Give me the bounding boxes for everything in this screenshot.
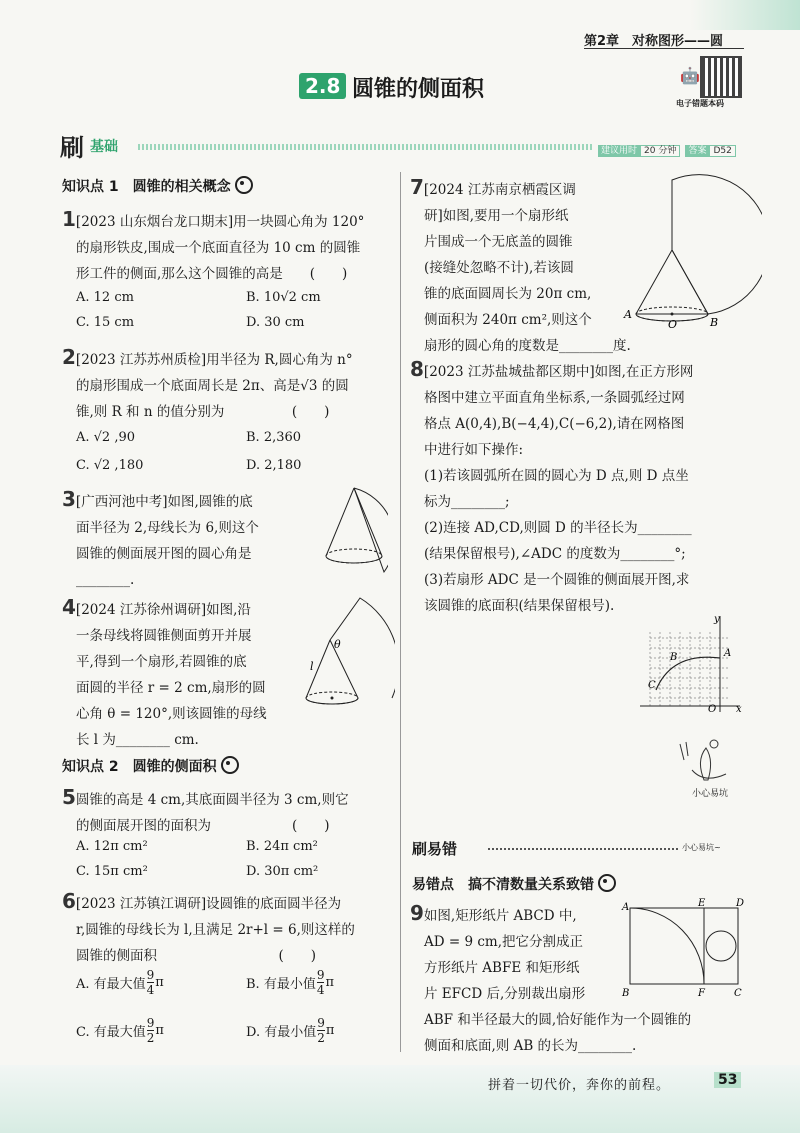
error-dotted-rule [488, 848, 678, 850]
label-C: C [734, 988, 742, 999]
target-icon [598, 874, 616, 892]
question-5: 5圆锥的高是 4 cm,其底面圆半径为 3 cm,则它 的侧面展开图的面积为 ( ) [62, 785, 349, 834]
question-2: 2[2023 江苏苏州质检]用半径为 R,圆心角为 n° 的扇形围成一个底面周长是 2π、高是√3 的圆 锥,则 R 和 n 的值分别为 ( ) [62, 345, 353, 420]
q6-option-c[interactable]: C. 有最大值 9 2 π [76, 1016, 164, 1045]
question-7: 7[2024 江苏南京栖霞区调 研]如图,要用一个扇形纸 片围成一个无底盖的圆锥 (接缝处忽略不计),若该圆 锥的底面圆周长为 20π cm, 侧面积为 240π cm²,则这个 扇形的圆心角的度数是________度. [410, 175, 631, 354]
answer-value: D52 [709, 145, 735, 157]
question-9: 9如图,矩形纸片 ABCD 中, AD = 9 cm,把它分割成正 方形纸片 ABFE 和矩形纸 片 EFCD 后,分别裁出扇形 ABF 和半径最大的圆,恰好能作为一个圆锥的 侧面和底面,则 AB 的长为________. [410, 901, 692, 1054]
q2-option-b[interactable]: B. 2,360 [246, 430, 302, 445]
q5-option-b[interactable]: B. 24π cm² [246, 839, 318, 854]
doodle-caption: 小心易坑 [692, 789, 729, 799]
qr-caption: 电子错题本码 [676, 99, 724, 108]
top-right-decoration [690, 0, 800, 30]
label-D: D [736, 898, 745, 909]
label-O: O [668, 318, 678, 331]
question-8: 8[2023 江苏盐城盐都区期中]如图,在正方形网 格图中建立平面直角坐标系,一条圆弧经过网 格点 A(0,4),B(−4,4),C(−6,2),请在网格图 中进行如下操作: (1)若该圆弧所在圆的圆心为 D 点,则 D 点坐 标为________; (2)连接 AD,CD,则圆 D 的半径长为________ (结果保留根号),∠ADC 的度数为________°; (3)若扇形 ADC 是一个圆锥的侧面展开图,求 该圆锥的底面积(结果保留根号). [410, 357, 694, 614]
basic-bar [60, 132, 750, 162]
q4-cone-figure [300, 588, 395, 718]
q6-option-d[interactable]: D. 有最小值 9 2 π [246, 1016, 335, 1045]
q6-option-a[interactable]: A. 有最大值 9 4 π [76, 968, 164, 997]
q2-option-d[interactable]: D. 2,180 [246, 458, 302, 473]
section-number: 2.8 [299, 73, 346, 99]
q8-grid-figure [636, 612, 746, 716]
error-note: 小心易坑~ [682, 843, 721, 852]
answer-label: 答案 [685, 145, 709, 157]
q5-option-d[interactable]: D. 30π cm² [246, 864, 319, 879]
target-icon [235, 176, 253, 194]
doodle-illustration [674, 730, 744, 790]
basic-dotted-rule [138, 144, 593, 150]
q1-option-b[interactable]: B. 10√2 cm [246, 290, 321, 305]
label-O: O [708, 704, 717, 715]
column-divider [400, 172, 401, 1052]
knowledge-point-2: 知识点 2 圆锥的侧面积 [62, 756, 239, 776]
basic-label: 基础 [90, 139, 118, 155]
header-rule [584, 48, 744, 49]
q9-rect-figure [618, 898, 750, 1000]
label-B: B [622, 988, 630, 999]
label-A: A [624, 308, 632, 321]
error-logo: 刷易错 [412, 840, 458, 858]
question-6: 6[2023 江苏镇江调研]设圆锥的底面圆半径为 r,圆锥的母线长为 l,且满足 2r+l = 6,则这样的 圆锥的侧面积 ( ) [62, 889, 355, 964]
q3-cone-figure [318, 484, 388, 580]
footer-motto: 拼着一切代价，奔你的前程。 [488, 1078, 671, 1093]
q1-option-d[interactable]: D. 30 cm [246, 315, 305, 330]
label-x: x [736, 704, 742, 715]
error-bar [412, 838, 748, 858]
chapter-header: 第2章 对称图形——圆 [584, 34, 724, 49]
q7-sector-figure [622, 174, 762, 332]
time-value: 20 分钟 [640, 145, 680, 157]
label-A: A [724, 648, 732, 659]
q1-option-c[interactable]: C. 15 cm [76, 315, 135, 330]
label-A: A [622, 902, 630, 913]
q1-option-a[interactable]: A. 12 cm [76, 290, 134, 305]
label-B: B [710, 316, 719, 329]
robot-icon: 🤖 [680, 66, 700, 85]
question-3: 3[广西河池中考]如图,圆锥的底 面半径为 2,母线长为 6,则这个 圆锥的侧面展开图的圆心角是 ________. [62, 487, 259, 588]
label-y: y [714, 614, 720, 625]
q6-option-b[interactable]: B. 有最小值 9 4 π [246, 968, 335, 997]
q5-option-c[interactable]: C. 15π cm² [76, 864, 148, 879]
target-icon [221, 756, 239, 774]
label-C: C [648, 680, 656, 691]
q2-option-a[interactable]: A. √2 ,90 [76, 430, 136, 445]
footer-band [0, 1065, 800, 1133]
qr-code [700, 56, 742, 98]
page-number: 53 [714, 1072, 741, 1088]
question-1: 1[2023 山东烟台龙口期末]用一块圆心角为 120° 的扇形铁皮,围成一个底面直径为 10 cm 的圆锥 形工件的侧面,那么这个圆锥的高是 ( ) [62, 207, 365, 282]
question-4: 4[2024 江苏徐州调研]如图,沿 一条母线将圆锥侧面剪开并展 平,得到一个扇形,若圆锥的底 面圆的半径 r = 2 cm,扇形的圆 心角 θ = 120°,则该圆锥的母线 长 l 为________ cm. [62, 595, 267, 748]
theta-label: θ [334, 638, 341, 651]
q2-option-c[interactable]: C. √2 ,180 [76, 458, 144, 473]
knowledge-point-1: 知识点 1 圆锥的相关概念 [62, 176, 253, 196]
label-E: E [698, 898, 706, 909]
label-F: F [698, 988, 705, 999]
error-point: 易错点 搞不清数量关系致错 [412, 874, 616, 894]
l-label: l [310, 660, 314, 673]
basic-logo: 刷 [60, 134, 84, 162]
label-B: B [670, 652, 678, 663]
section-title: 圆锥的侧面积 [352, 77, 485, 102]
q5-option-a[interactable]: A. 12π cm² [76, 839, 148, 854]
time-label: 建议用时 [598, 145, 640, 157]
